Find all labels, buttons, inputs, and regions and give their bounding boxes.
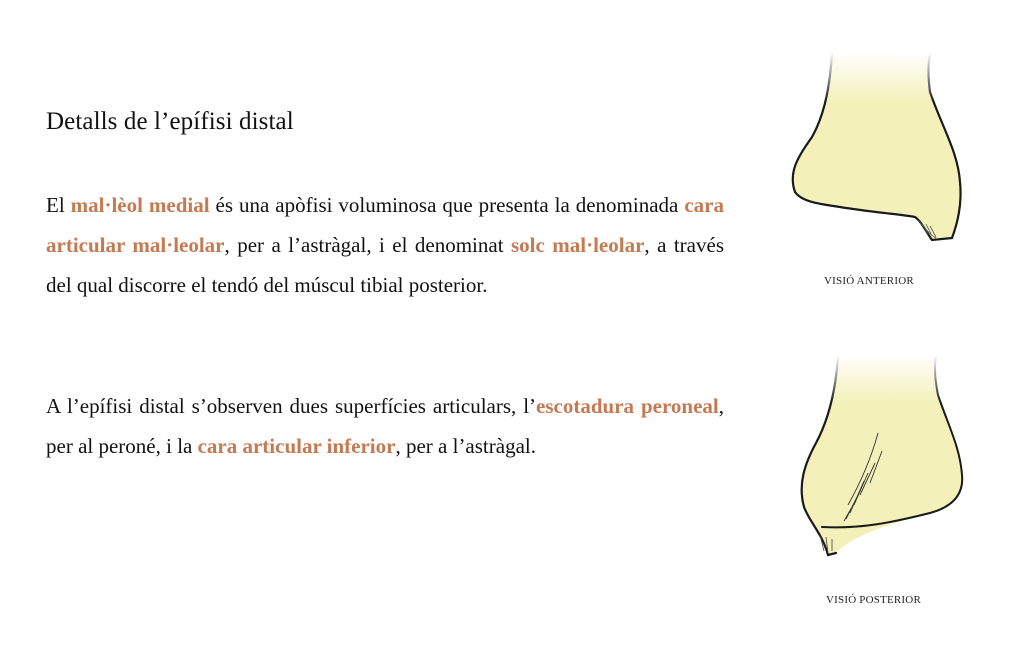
- text-run: , per a l’astràgal, i el denominat: [224, 233, 511, 257]
- term-malleolar-groove: solc mal·leolar: [510, 233, 645, 257]
- caption-anterior-view: VISIÓ ANTERIOR: [824, 275, 914, 287]
- text-run: , per al peroné, i la: [46, 394, 725, 458]
- text-run: és una apòfisi voluminosa que presenta la denominada: [209, 193, 685, 217]
- term-malleolar-articular-surface: cara articular mal·leolar: [46, 193, 724, 257]
- term-inferior-articular-surface: cara articular inferior: [197, 434, 396, 458]
- text-run: , per a l’astràgal.: [395, 434, 536, 458]
- tibia-distal-posterior-illustration: [780, 355, 970, 570]
- term-medial-malleolus: mal·lèol medial: [70, 193, 210, 217]
- paragraph-articular-surfaces: [46, 386, 724, 466]
- term-fibular-notch: escotadura peroneal: [536, 394, 719, 418]
- section-heading: Detalls de l’epífisi distal: [46, 108, 294, 135]
- caption-posterior-view: VISIÓ POSTERIOR: [826, 594, 921, 606]
- text-run: A l’epífisi distal s’observen dues superfícies articulars, l’: [46, 394, 537, 418]
- text-run: El: [46, 193, 71, 217]
- text-run: , a través del qual discorre el tendó del múscul tibial posterior.: [46, 233, 724, 297]
- tibia-distal-anterior-illustration: [780, 52, 970, 252]
- paragraph-malleolus: [46, 185, 724, 305]
